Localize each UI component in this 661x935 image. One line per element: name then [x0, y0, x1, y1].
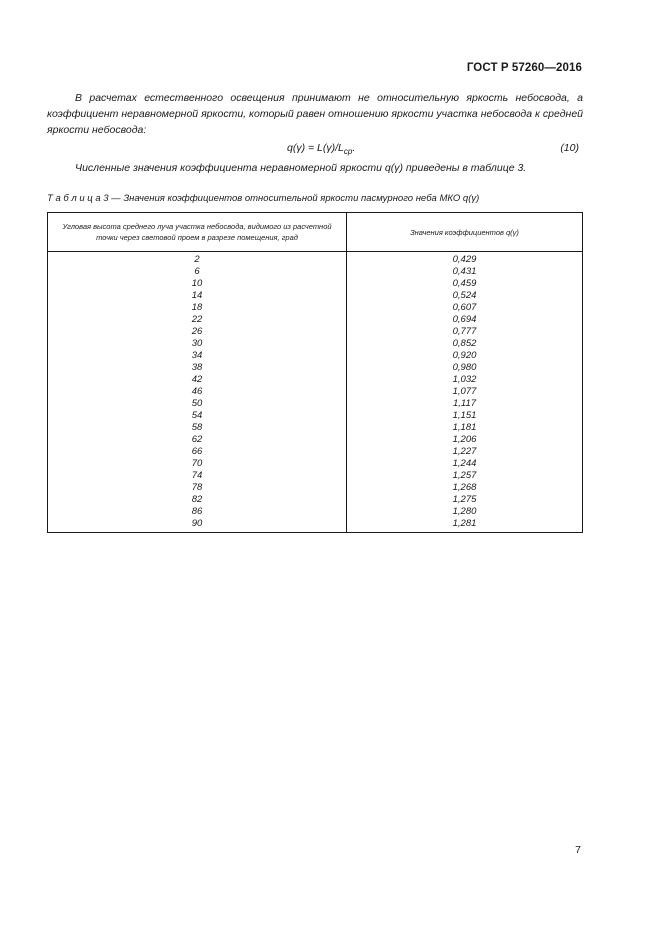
angle-cell: 66 — [48, 446, 347, 458]
formula-tail: . — [352, 142, 356, 154]
angle-cell: 70 — [48, 458, 347, 470]
coefficient-cell: 0,980 — [347, 362, 583, 374]
coefficient-cell: 1,206 — [347, 434, 583, 446]
table-row — [48, 350, 583, 362]
column-header-angle: Угловая высота среднего луча участка небосвода, видимого из расчетной точки через световой проем в разрезе помещения, град — [48, 213, 347, 252]
table-row — [48, 326, 583, 338]
angle-cell: 86 — [48, 506, 347, 518]
table-row — [48, 470, 583, 482]
formula-lhs: q(γ) = L(γ)/L — [287, 142, 344, 154]
table-row — [48, 302, 583, 314]
angle-cell: 90 — [48, 518, 347, 533]
angle-cell: 42 — [48, 374, 347, 386]
angle-cell: 58 — [48, 422, 347, 434]
table-row — [48, 494, 583, 506]
angle-cell: 2 — [48, 252, 347, 267]
page-number: 7 — [575, 844, 581, 856]
angle-cell: 10 — [48, 278, 347, 290]
coefficient-cell: 1,281 — [347, 518, 583, 533]
coefficient-cell: 1,151 — [347, 410, 583, 422]
coefficient-cell: 1,280 — [347, 506, 583, 518]
coefficient-cell: 0,777 — [347, 326, 583, 338]
angle-cell: 62 — [48, 434, 347, 446]
table-row — [48, 518, 583, 533]
table-row — [48, 362, 583, 374]
angle-cell: 38 — [48, 362, 347, 374]
column-header-coefficient: Значения коэффициентов q(γ) — [347, 213, 583, 252]
coefficient-cell: 1,077 — [347, 386, 583, 398]
angle-cell: 14 — [48, 290, 347, 302]
table-row — [48, 338, 583, 350]
table-row — [48, 252, 583, 267]
table-row — [48, 410, 583, 422]
coefficient-cell: 1,032 — [347, 374, 583, 386]
angle-cell: 26 — [48, 326, 347, 338]
angle-cell: 34 — [48, 350, 347, 362]
coefficient-cell: 0,920 — [347, 350, 583, 362]
angle-cell: 18 — [48, 302, 347, 314]
angle-cell: 74 — [48, 470, 347, 482]
angle-cell: 54 — [48, 410, 347, 422]
formula-number: (10) — [560, 142, 579, 154]
table-title: Т а б л и ц а 3 — Значения коэффициентов относительной яркости пасмурного неба МКО q(γ) — [47, 193, 480, 204]
formula-subscript: ср — [343, 147, 353, 157]
coefficient-cell: 0,852 — [347, 338, 583, 350]
angle-cell: 82 — [48, 494, 347, 506]
coefficient-cell: 1,227 — [347, 446, 583, 458]
formula — [287, 142, 355, 156]
table-row — [48, 290, 583, 302]
table-row — [48, 314, 583, 326]
coefficient-cell: 1,268 — [347, 482, 583, 494]
table-row — [48, 506, 583, 518]
coefficient-cell: 1,117 — [347, 398, 583, 410]
table-row — [48, 374, 583, 386]
angle-cell: 30 — [48, 338, 347, 350]
coefficient-cell: 0,429 — [347, 252, 583, 267]
document-code: ГОСТ Р 57260—2016 — [466, 62, 582, 74]
coefficient-cell: 0,694 — [347, 314, 583, 326]
angle-cell: 78 — [48, 482, 347, 494]
table-header-row — [48, 213, 583, 252]
coefficients-table — [47, 212, 583, 533]
table-row — [48, 434, 583, 446]
coefficient-cell: 0,524 — [347, 290, 583, 302]
angle-cell: 6 — [48, 266, 347, 278]
table-row — [48, 266, 583, 278]
coefficient-cell: 0,459 — [347, 278, 583, 290]
table-row — [48, 398, 583, 410]
coefficient-cell: 1,275 — [347, 494, 583, 506]
table-row — [48, 386, 583, 398]
table-row — [48, 482, 583, 494]
table-row — [48, 422, 583, 434]
angle-cell: 50 — [48, 398, 347, 410]
angle-cell: 22 — [48, 314, 347, 326]
coefficient-cell: 0,431 — [347, 266, 583, 278]
table-row — [48, 446, 583, 458]
coefficient-cell: 1,244 — [347, 458, 583, 470]
table-body — [48, 252, 583, 533]
coefficient-cell: 1,257 — [347, 470, 583, 482]
table-container — [47, 212, 583, 533]
paragraph-intro: В расчетах естественного освещения принимают не относительную яркость небосвода, а коэффициент неравномерной яркости, который равен отношению яркости участка небосвода к средней яркости небосвода: — [47, 92, 583, 136]
table-row — [48, 278, 583, 290]
angle-cell: 46 — [48, 386, 347, 398]
table-row — [48, 458, 583, 470]
coefficient-cell: 0,607 — [347, 302, 583, 314]
paragraph-table-ref: Численные значения коэффициента неравномерной яркости q(γ) приведены в таблице 3. — [75, 162, 527, 174]
coefficient-cell: 1,181 — [347, 422, 583, 434]
formula-row — [47, 142, 579, 158]
